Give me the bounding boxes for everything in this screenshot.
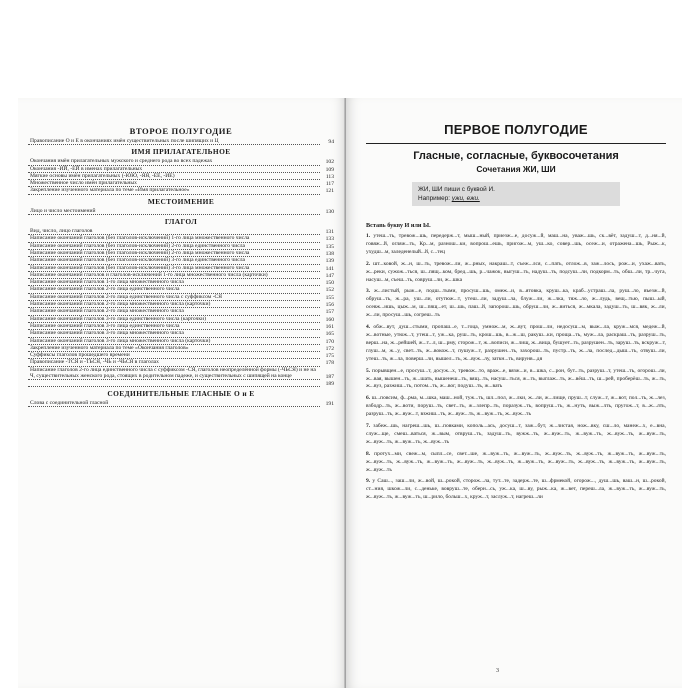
exercise-item <box>366 478 666 502</box>
exercise-text: у Саш..., заш...ли, ж...вой, ш...рокой, сторож...ла, тут...те, задерж...те, ш...фрмекой, огорож..., душ...шь, ваш...н, ш...рокой, ст...ния, шкож...ли, с...деньке, вовруш...те, оберн...сь, уж...ка, ш...ву, рыж...ка, ж...вет, переш...ла, ж...вуж...ть, ж...вуж...ть, ж...вуж...ть, ж...вуж...ть, ш...рило, больш...х, круж...т, заслуж...т, нагреш...ли <box>366 478 666 501</box>
rule-box <box>412 182 620 206</box>
toc-section-heading: ВТОРОЕ ПОЛУГОДИЕ <box>129 126 233 136</box>
toc-entry-page: 102 <box>325 159 334 166</box>
example-words: ужи, ежи. <box>451 195 480 202</box>
toc-entry <box>28 367 334 381</box>
toc-entry-title: Написание окончаний глаголов (без глаголов-исключений) 1-го лица множественного числа <box>28 235 320 242</box>
toc-entry-title: Лицо и число местоимений <box>28 208 320 215</box>
toc-entry <box>28 316 334 323</box>
toc-subheading: ИМЯ ПРИЛАГАТЕЛЬНОЕ <box>131 147 231 157</box>
exercise-text: ж...листый, рыж...е, подш...тыми, просуш...шь, омеж...и, в...ятовка, круш...ка, краб...устраш...ла, руш...ло, въезж...й, обруш...ть, ж...ра, уш...ли, отутюж...т, утеш...ли, задуш...ла, блуж...ли, ж...лка, тяж...ло, ж...лудь, вещ...тью, пыш...ый, осевж...ишь, цыж...м, ш...пящ...ет, ш...шь, паш...й, запорош...шь, обруш...ли, ж...виться, ж...мкала, задуш...ть, ш...вяк, ж...ли, ж...ли, просуш...шь, согреш...ть <box>366 288 666 319</box>
toc-entry <box>28 380 334 387</box>
exercise-item <box>366 324 666 364</box>
toc-list-connecting-vowels <box>28 400 334 407</box>
toc-entry-page: 189 <box>325 380 334 387</box>
toc-entry-page: 150 <box>325 280 334 287</box>
exercise-number: 9. <box>366 478 371 485</box>
toc-entry <box>28 243 334 250</box>
exercise-list <box>366 233 666 502</box>
section-title: ПЕРВОЕ ПОЛУГОДИЕ <box>366 112 666 144</box>
toc-entry <box>28 308 334 315</box>
toc-entry-page: 117 <box>325 181 334 188</box>
toc-entry-title: Написание окончаний глаголов 2-го лица единственного числа <box>28 286 320 293</box>
toc-entry-page: 113 <box>325 173 334 180</box>
toc-entry <box>28 180 334 187</box>
toc-entry-title: Суффиксы глаголов прошедшего времени <box>28 352 320 359</box>
toc-entry-page: 141 <box>325 265 334 272</box>
toc-entry-page: 178 <box>325 360 334 367</box>
toc-list-verbs <box>28 228 334 387</box>
toc-entry-page: 135 <box>325 243 334 250</box>
exercise-content <box>366 112 666 502</box>
toc-entry <box>28 187 334 194</box>
toc-entry-page: 172 <box>325 345 334 352</box>
toc-entry-title: Написание окончаний глаголов и глаголов-исключений 1-го лица множественного числа (карточки) <box>28 272 320 279</box>
toc-entry-page: 152 <box>325 287 334 294</box>
toc-entry-page: 165 <box>325 331 334 338</box>
exercise-number: 1. <box>366 233 371 239</box>
toc-entry-title <box>28 386 320 387</box>
toc-entry-page: 170 <box>325 338 334 345</box>
toc-subheading: МЕСТОИМЕНИЕ <box>147 196 215 206</box>
toc-entry-page: 175 <box>325 353 334 360</box>
toc-entry-title: Написание окончаний глаголов 3-го лица единственного числа (карточки) <box>28 316 320 323</box>
toc-entry-title: Закрепление изученного материала по теме «Имя прилагательное» <box>28 187 320 194</box>
exercise-number: 8. <box>366 450 371 457</box>
page-number: 3 <box>496 668 499 674</box>
toc-entry <box>28 158 334 165</box>
exercise-number: 6. <box>366 395 371 402</box>
toc-entry-title: Окончания -ИЙ, -ЕЙ в именах прилагательных <box>28 166 320 173</box>
exercise-item <box>366 451 666 475</box>
toc-entry-title: Написание окончаний глаголов 3-го лица множественного числа (карточки) <box>28 338 320 345</box>
toc-entry <box>28 294 334 301</box>
toc-entry-page: 187 <box>325 374 334 381</box>
exercise-text: забеж...шь, нагреш...шь, ш...повками, кополь...ась, досуш...т, заж...бут, ж...листая, нож...вку, сш...ло, манеж...х, е...вна, служ...ще, смеш...ваться, ж...вым, отвруш...ть, задуш...ть, вужж...ть, ж...вуж...ть, ж...вуж...ть, ж...вуж...ть, ж...вуж...ть, ж...вуж...ть, ж...вуж...ть, ж...вуж...ть <box>366 423 666 445</box>
exercise-item <box>366 368 666 392</box>
toc-entry-title: Написание окончаний глаголов 3-го лица единственного числа <box>28 323 320 330</box>
exercise-number: 5. <box>366 367 371 374</box>
toc-entry-page: 121 <box>325 188 334 195</box>
toc-entry-page: 147 <box>325 272 334 279</box>
toc-entry <box>28 359 334 366</box>
example-label: Например: <box>418 195 451 202</box>
toc-entry-title: Вид, число, лицо глаголов <box>28 228 320 235</box>
exercise-item <box>366 423 666 447</box>
toc-entry-title: Написание окончаний глаголов 2-го лица множественного числа <box>28 308 320 315</box>
toc-entry-page: 155 <box>325 294 334 301</box>
exercise-item <box>366 395 666 419</box>
toc-entry-title: Правописание -ТСЯ и -ТЬСЯ, -ЧЬ и -ЧЬСЯ в глаголах <box>28 359 320 366</box>
exercise-item <box>366 261 666 285</box>
toc-entry-page: 139 <box>325 258 334 265</box>
toc-entry-page: 157 <box>325 309 334 316</box>
toc-entry <box>28 330 334 337</box>
toc-entry-page: 161 <box>325 323 334 330</box>
toc-entry <box>28 138 334 145</box>
toc-entry-page: 156 <box>325 302 334 309</box>
toc-entry <box>28 400 334 407</box>
exercise-text: ш...повсим, ф...рма, м...шка, маш...ной, туж...ть, шл...пол, ж...лки, ж...ли, ж...лище, пруш...т, служ...т, ж...вот, пол...ть, ж...лез, взбодр...ть, ж...воти, поруш...ть, свет...ть, ж...злепр...ть, поразуж...ть, вопруш...ть, ж...нуть, выж...лть, пругож...т, в...ж...лть, разруш...ть, ж...вуж...т, взжиш...ть, ж...вуж...ть, ж...вуж...ть, ж...вуж...ть <box>366 395 667 418</box>
toc-entry-title: Окончания имён прилагательных мужского и среднего рода во всех падежах <box>28 158 320 165</box>
exercise-item <box>366 288 666 320</box>
exercise-text: порывщен...е, просуш...т, досуж...х, тревож...то, враж...е, вязж...и, в...шка, с...рон, бут...ть, разруш...т, утеш...ть, огорош...ли, ж...вая, вышен...ть, ж...шать, вышенеш...ть, вящ...ть, насуш...ться, ж...ть, выглаж...ть, ж...вёш...ть, ш...рей, проберёш...ть, ж...ть, ж...вуз, разжиш...ть, потом...ть, ж...вог, подуш...ть, ж...вать <box>366 367 667 390</box>
right-page-exercises <box>346 98 682 688</box>
toc-list-adjectives <box>28 158 334 194</box>
toc-entry <box>28 265 334 272</box>
exercise-number: 3. <box>366 288 371 295</box>
toc-entry <box>28 173 334 180</box>
toc-entry-page: 138 <box>325 250 334 257</box>
toc-entry-title: Написание окончаний глаголов 1-го лица множественного числа <box>28 279 320 286</box>
toc-entry-title: Написание окончаний глаголов 3-го лица множественного числа <box>28 330 320 337</box>
exercise-number: 4. <box>366 324 371 331</box>
exercise-number: 7. <box>366 423 371 430</box>
toc-entry-title: Написание глаголов 2-го лица единственного числа с суффиксом -СЯ, глаголов неопределённой формы (-ЧЬСЯ) и не на Ч, существительных женского рода, стоящих в родительном падеже, и существительных с шипящей на конце <box>28 367 320 381</box>
toc-entry <box>28 257 334 264</box>
section-topic: Сочетания ЖИ, ШИ <box>476 164 556 174</box>
toc-entry-title: Написание окончаний глаголов (без глаголов-исключений) 2-го лица множественного числа <box>28 250 320 257</box>
toc-entry <box>28 352 334 359</box>
toc-entry <box>28 338 334 345</box>
toc-entry-title: Написание окончаний глаголов 2-го лица множественного числа (карточки) <box>28 301 320 308</box>
exercise-item <box>366 233 666 257</box>
rule-example <box>418 194 614 203</box>
toc-entry-title: Правописание О и Е в окончаниях имён существительных после шипящих и Ц <box>28 138 320 145</box>
exercise-text: шт...ковой, ж...н, ш...ть, тревож...ли, ж...рных, накраш...т, съеж...лся, с...пать, отлож...в, заж...лось, рож...и, ухаж...вать, ж...реки, сужож...ться, ш...пящ...ком, бред...шь, р...чажок, выгуш...ть, надуш...ть, подсуш...ли, подкорм...ть, обш...ли, тр...чуга, насуш...м, съеш...ть, совруш...ли, ж...шка <box>366 260 666 283</box>
rule-text: ЖИ, ШИ пиши с буквой И. <box>418 186 495 193</box>
toc-entry-title: Написание окончаний глаголов (без глаголов-исключений) 3-го лица множественного числа <box>28 265 320 272</box>
toc-entry <box>28 166 334 173</box>
toc-entry-title: Закрепление изученного материала по теме «Окончания глаголов» <box>28 345 320 352</box>
toc-entry-title: Множественное число имён прилагательных <box>28 180 320 187</box>
exercise-text: обж...вут, душ...стыми, пропаш...е, т...гоца, умнож...м, ж...вут, прош...ли, недосуш...м, выж...ла, круж...мся, медеж...й, ж...вотные, утюж...т, утеш...т, уж...ка, руш...ть, крош...шь, в...ж...ш, ракуш...ки, проща...ть, муж...ла, раскраш...ть, разруш...ть, верш...на, ж...рейшей, ж...т...л, ш...рму, сторож...т, ж...вописи, ж...лищ, ж...вица, бушует...ть, разрушен...ть, заруш...ть, вскруж...т, глуш...м, ж...у, свет...ть, ж...вокож...т, пушуж...т, разрушен...ть, захорош...ть, пустр...ть, ж...ла, послед...дыш...ть, отвуш...ли, утеш...ть, ж...ла, поверш...ли, вышел...ть, ж...вуж...лу, заткн...ть, вирунв...дя <box>366 324 667 362</box>
toc-entry <box>28 286 334 293</box>
toc-entry-page: 191 <box>325 400 334 407</box>
toc-entry-page: 160 <box>325 316 334 323</box>
left-page-contents <box>18 98 346 688</box>
toc-entry-title: Написание окончаний глаголов (без глаголов-исключений) 2-го лица единственного числа <box>28 243 320 250</box>
toc-entry-title: Написание окончаний глаголов 2-го лица единственного числа с суффиксом -СЯ <box>28 294 320 301</box>
exercise-text: утеш...ть, тревож...шь, передерж...т, мыш...ный, приезж...е, досуж...й, маш...на, уваж...шь, ск...вёт, задуш...т, д...ня...й, говяж...й, огляж...ть, Кр...м, разнош...ки, вопрош...ешь, пригож...м, уш...ко, совер...шь, осеж...и, отражена...шь, Рыж...к, ухудш...м, заледенелый...й, с...тец <box>366 233 666 255</box>
toc-entry-title: Слова с соединительной гласной <box>28 400 320 407</box>
table-of-contents <box>28 118 334 407</box>
toc-subheading: ГЛАГОЛ <box>164 217 198 227</box>
toc-entry <box>28 235 334 242</box>
toc-entry <box>28 208 334 215</box>
exercise-text: протух...ми, свеж...м, сыпл...се, свет...ше, ж...вуж...ть, ж...вуж...ть, ж...вуж...ть, ж...вуж...ть, ж...вуж...ть, ж...вуж...ть, ж...вуж...ть, ж...вуж...ть, ж...вуж...ть, ж...вуж...ть, ж...вуж...ть, ж...вуж...ть, ж...вуж...ть, ж...вуж...ть, ж...вуж...ть, ж...вуж...ть, ж...вуж...ть <box>366 450 666 473</box>
toc-subheading: СОЕДИНИТЕЛЬНЫЕ ГЛАСНЫЕ О и Е <box>107 388 255 398</box>
toc-entry-page: 94 <box>328 139 334 145</box>
toc-entry-page: 133 <box>325 236 334 243</box>
toc-entry-title: Написание окончаний глаголов (без глаголов-исключений) 3-го лица единственного числа <box>28 257 320 264</box>
toc-entry-page: 130 <box>325 208 334 215</box>
section-subtitle: Гласные, согласные, буквосочетания <box>413 150 619 162</box>
toc-entry-title: Мягкие основы имён прилагательных (-ЮЮ, -ЯЯ, -ЕЕ, -ИЕ) <box>28 173 320 180</box>
toc-list-pronouns <box>28 208 334 215</box>
toc-entry-page: 131 <box>325 229 334 236</box>
toc-entry-page: 109 <box>325 166 334 173</box>
exercise-number: 2. <box>366 260 371 267</box>
task-instruction: Вставь букву И или Ы. <box>366 222 431 229</box>
